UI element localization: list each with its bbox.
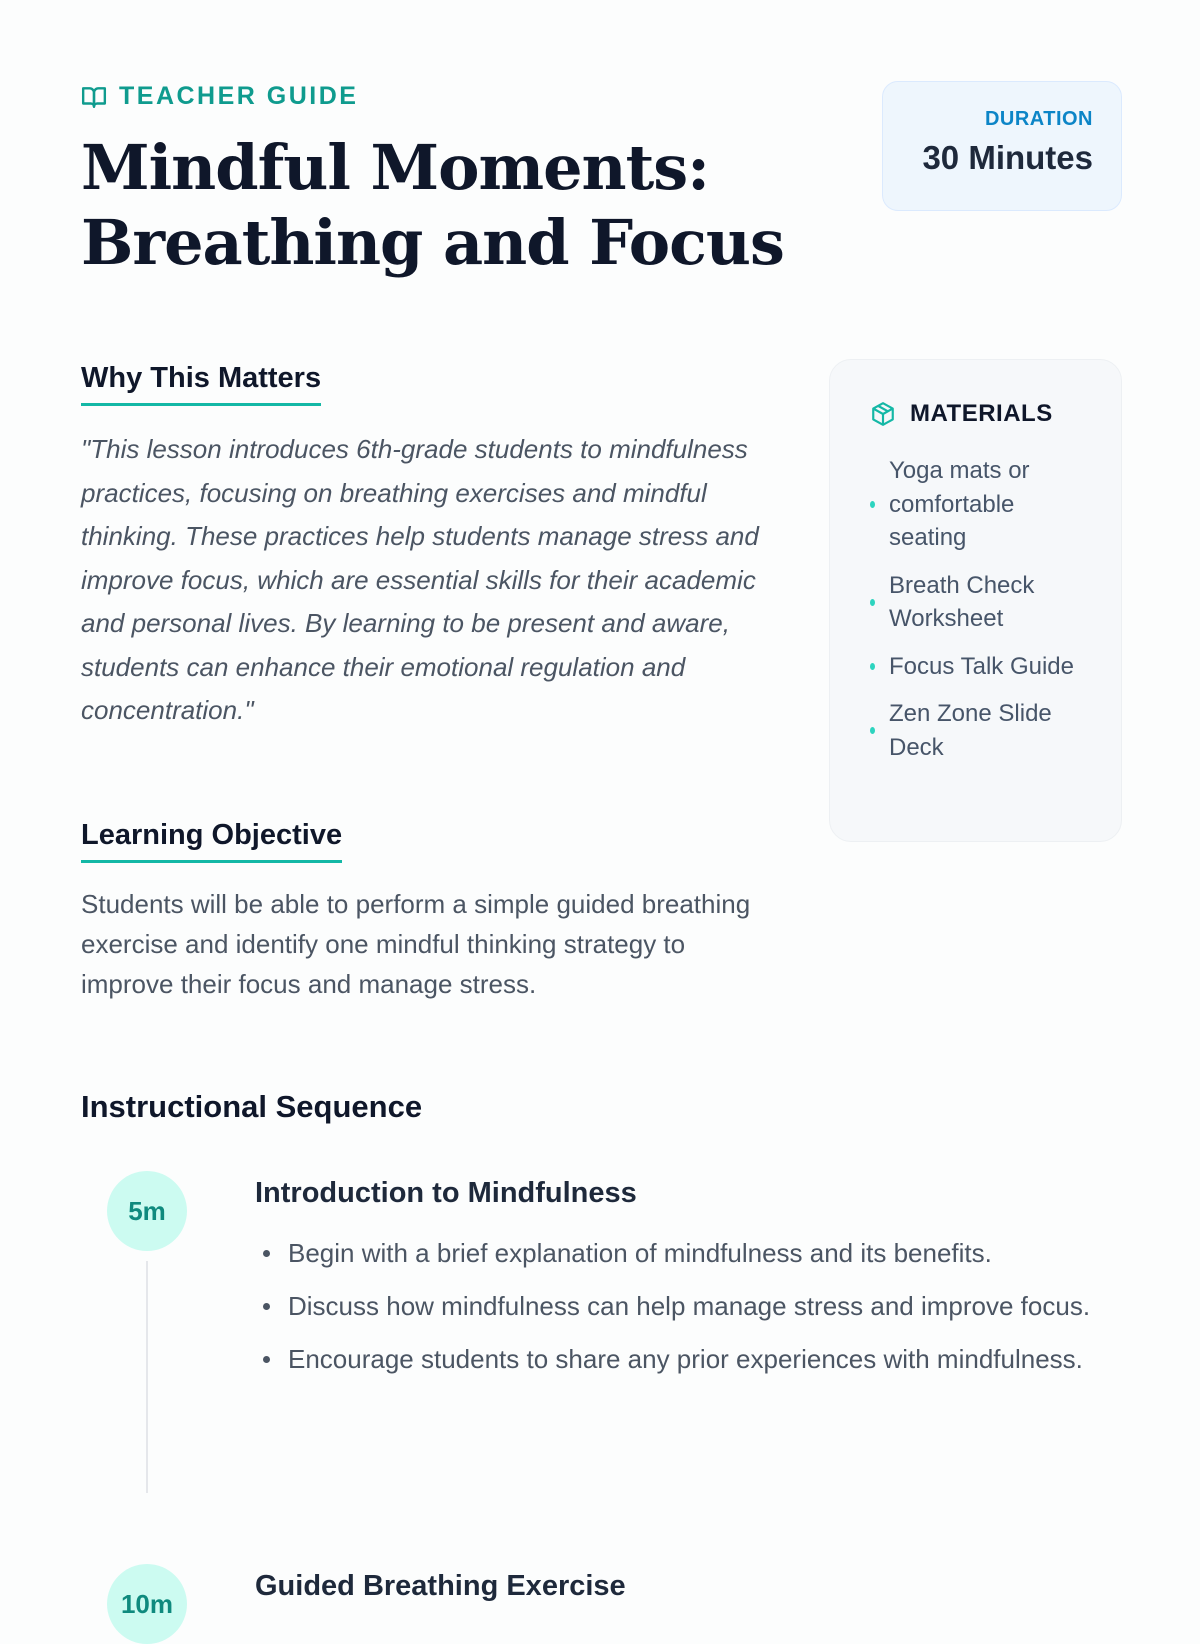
sequence-heading: Instructional Sequence xyxy=(81,1089,423,1124)
list-item: Encourage students to share any prior experiences with mindfulness. xyxy=(255,1339,1095,1379)
why-quote: "This lesson introduces 6th-grade students to mindfulness practices, focusing on breathing exercises and mindful thinking. These practices help students manage stress and improve focus, which are essential skills for their academic and personal lives. By learning to be present and aware, students can enhance their emotional regulation and concentration." xyxy=(81,434,759,725)
bullet-dot xyxy=(870,599,875,606)
why-heading: Why This Matters xyxy=(81,362,321,406)
step-bullets xyxy=(255,1233,1095,1392)
list-item xyxy=(870,697,1081,764)
title-line-1: Mindful Moments: xyxy=(81,131,710,204)
bullet-dot xyxy=(870,727,875,734)
bullet-dot xyxy=(870,663,875,670)
materials-heading: MATERIALS xyxy=(910,400,1053,427)
duration-card xyxy=(882,81,1122,211)
step-time-badge: 10m xyxy=(107,1564,187,1644)
package-icon xyxy=(870,401,896,427)
materials-header xyxy=(870,400,1081,428)
material-label: Zen Zone Slide Deck xyxy=(889,700,1052,761)
book-open-icon xyxy=(81,84,107,110)
list-item xyxy=(870,650,1081,684)
step-title: Guided Breathing Exercise xyxy=(255,1570,626,1602)
material-label: Yoga mats or comfortable seating xyxy=(889,457,1030,551)
materials-list xyxy=(870,454,1081,764)
duration-value: 30 Minutes xyxy=(922,139,1093,176)
guide-eyebrow xyxy=(81,82,358,111)
eyebrow-label: TEACHER GUIDE xyxy=(119,82,359,110)
step-time-badge: 5m xyxy=(107,1171,187,1251)
materials-card xyxy=(829,359,1122,842)
list-item xyxy=(870,569,1081,636)
material-label: Focus Talk Guide xyxy=(889,652,1074,680)
list-item: Discuss how mindfulness can help manage stress and improve focus. xyxy=(255,1286,1095,1326)
title-line-2: Breathing and Focus xyxy=(81,206,784,279)
list-item: Begin with a brief explanation of mindfulness and its benefits. xyxy=(255,1233,1095,1273)
list-item xyxy=(870,454,1081,555)
step-title: Introduction to Mindfulness xyxy=(255,1177,637,1209)
bullet-dot xyxy=(870,501,875,508)
objective-text: Students will be able to perform a simple guided breathing exercise and identify one mindful thinking strategy to improve their focus and manage stress. xyxy=(81,889,751,999)
duration-label: DURATION xyxy=(984,108,1093,130)
objective-heading: Learning Objective xyxy=(81,819,342,863)
timeline-connector xyxy=(146,1261,148,1493)
page-title xyxy=(81,130,801,280)
material-label: Breath Check Worksheet xyxy=(889,571,1035,632)
